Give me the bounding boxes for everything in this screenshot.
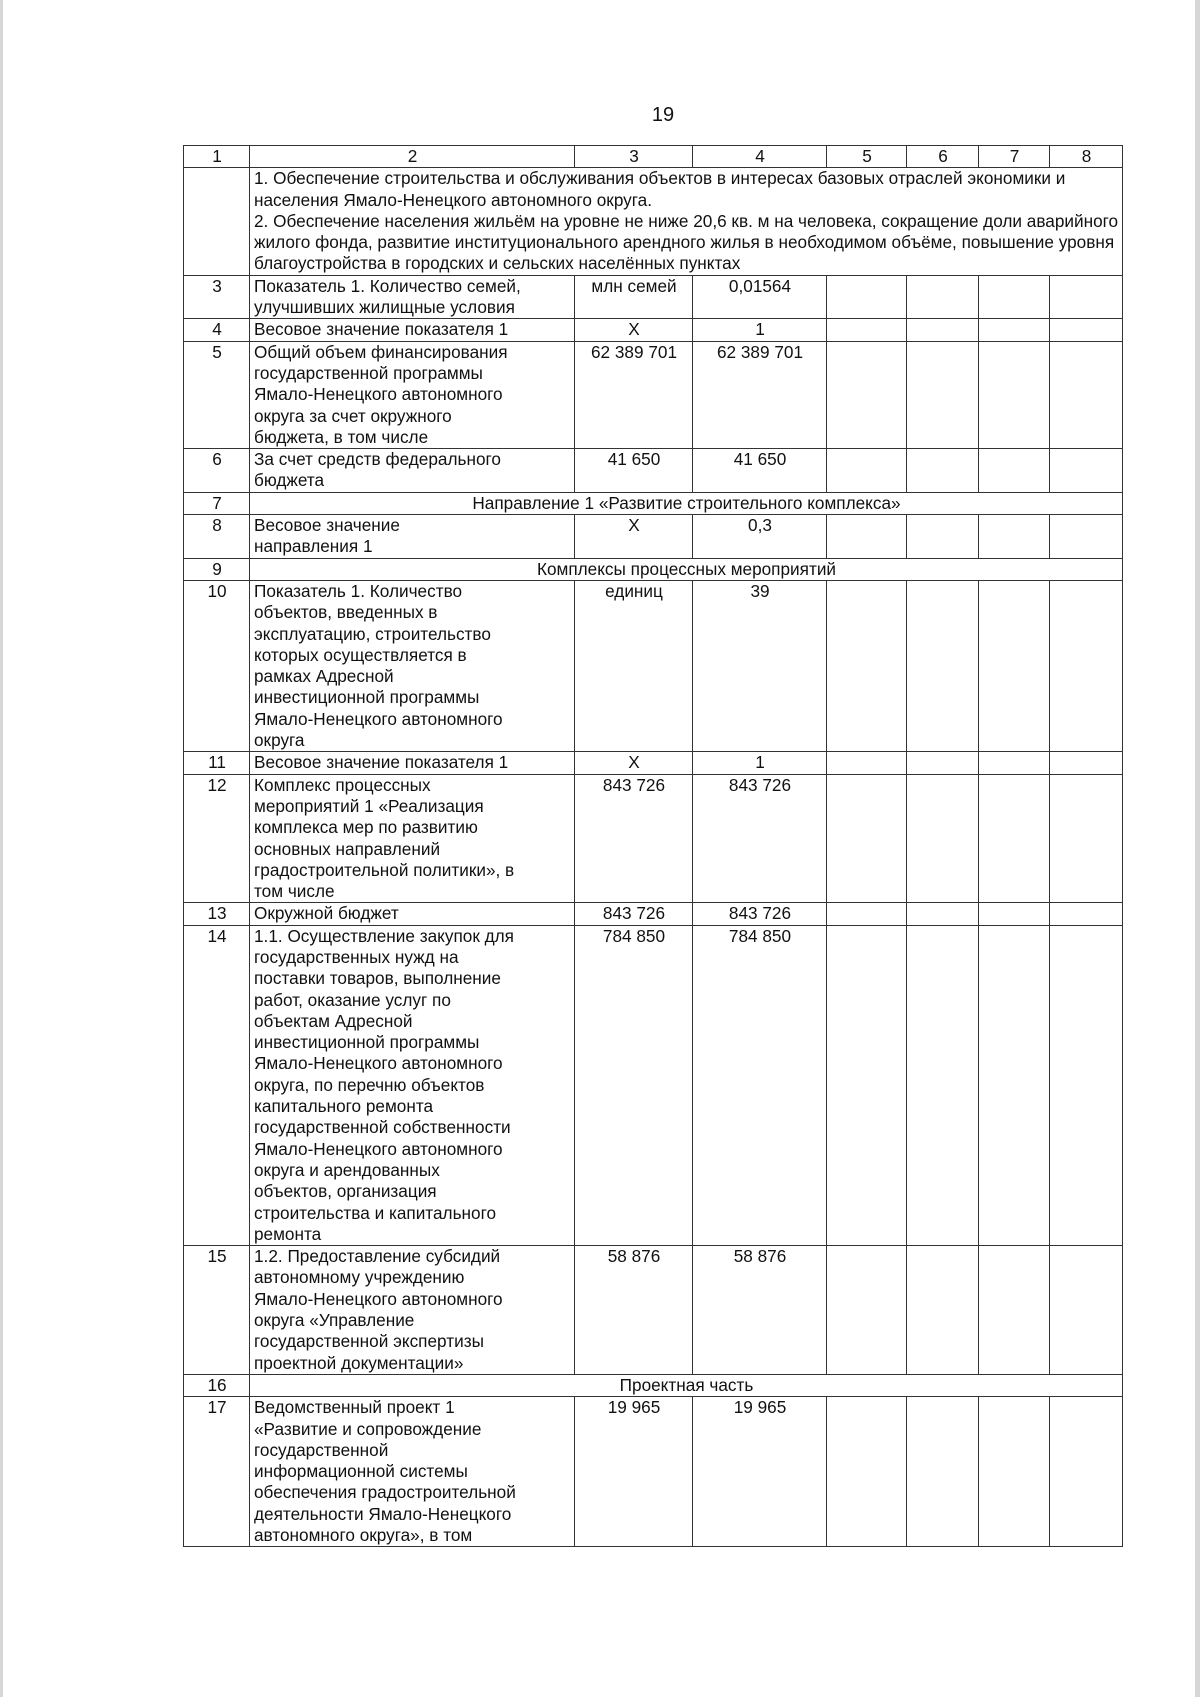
unit-or-value-cell: единиц: [575, 580, 693, 751]
indicator-name-cell: Ведомственный проект 1 «Развитие и сопровождение государственной информационной системы обеспечения градостроительной деятельности Ямало-Ненецкого автономного округа», в том: [250, 1397, 575, 1547]
indicator-name-cell: Показатель 1. Количество семей, улучшивших жилищные условия: [250, 275, 575, 319]
row-number-cell: 11: [184, 752, 250, 774]
value-cell: 0,3: [693, 515, 827, 559]
table-row: [184, 774, 1123, 903]
empty-cell-col-5: [827, 449, 907, 493]
value-cell: 41 650: [693, 449, 827, 493]
empty-cell-col-8: [1050, 1246, 1123, 1375]
goals-cell: 1. Обеспечение строительства и обслуживания объектов в интересах базовых отраслей экономики и населения Ямало-Ненецкого автономного округа. 2. Обеспечение населения жильём на уровне не ниже 20,6 кв. м на человека, сокращение доли аварийного жилого фонда, развитие институционального арендного жилья в необходимом объёме, повышение уровня благоустройства в городских и сельских населённых пунктах: [250, 168, 1123, 275]
indicator-name-cell: Показатель 1. Количество объектов, введенных в эксплуатацию, строительство которых осуществляется в рамках Адресной инвестиционной программы Ямало-Ненецкого автономного округа: [250, 580, 575, 751]
indicator-name-cell: Окружной бюджет: [250, 903, 575, 925]
section-row: [184, 492, 1123, 514]
empty-cell-col-5: [827, 275, 907, 319]
header-cell: 4: [693, 146, 827, 168]
empty-cell-col-5: [827, 903, 907, 925]
indicator-name-cell: 1.1. Осуществление закупок для государственных нужд на поставки товаров, выполнение работ, оказание услуг по объектам Адресной инвестиционной программы Ямало-Ненецкого автономного округа, по перечню объектов капитального ремонта государственной собственности Ямало-Ненецкого автономного округа и арендованных объектов, организация строительства и капитального ремонта: [250, 925, 575, 1245]
header-cell: 7: [979, 146, 1050, 168]
empty-cell-col-5: [827, 752, 907, 774]
empty-cell-col-7: [979, 515, 1050, 559]
empty-cell-col-8: [1050, 515, 1123, 559]
empty-cell-col-8: [1050, 903, 1123, 925]
header-cell: 6: [907, 146, 979, 168]
row-number-cell: 15: [184, 1246, 250, 1375]
header-cell: 8: [1050, 146, 1123, 168]
empty-cell-col-6: [907, 774, 979, 903]
unit-or-value-cell: 843 726: [575, 774, 693, 903]
header-row: [184, 146, 1123, 168]
row-number-cell: 16: [184, 1374, 250, 1396]
indicator-name-cell: Комплекс процессных мероприятий 1 «Реализация комплекса мер по развитию основных направлений градостроительной политики», в том числе: [250, 774, 575, 903]
row-number-cell: 14: [184, 925, 250, 1245]
table-row: [184, 449, 1123, 493]
goals-row: [184, 168, 1123, 275]
empty-cell-col-7: [979, 319, 1050, 341]
row-number-cell: 8: [184, 515, 250, 559]
header-cell: 5: [827, 146, 907, 168]
empty-cell-col-6: [907, 341, 979, 448]
empty-cell-col-5: [827, 1397, 907, 1547]
empty-cell-col-7: [979, 1246, 1050, 1375]
empty-cell-col-8: [1050, 580, 1123, 751]
table-row: [184, 580, 1123, 751]
section-row: [184, 1374, 1123, 1396]
empty-cell-col-5: [827, 319, 907, 341]
empty-cell-col-6: [907, 752, 979, 774]
empty-cell-col-8: [1050, 275, 1123, 319]
unit-or-value-cell: млн семей: [575, 275, 693, 319]
value-cell: 62 389 701: [693, 341, 827, 448]
empty-cell-col-5: [827, 341, 907, 448]
program-table: [183, 145, 1123, 1547]
row-number-cell: [184, 168, 250, 275]
header-cell: 1: [184, 146, 250, 168]
empty-cell-col-8: [1050, 752, 1123, 774]
unit-or-value-cell: X: [575, 752, 693, 774]
row-number-cell: 17: [184, 1397, 250, 1547]
unit-or-value-cell: 19 965: [575, 1397, 693, 1547]
empty-cell-col-7: [979, 580, 1050, 751]
value-cell: 784 850: [693, 925, 827, 1245]
section-title-cell: Комплексы процессных мероприятий: [250, 558, 1123, 580]
empty-cell-col-8: [1050, 925, 1123, 1245]
table-row: [184, 275, 1123, 319]
table-row: [184, 1246, 1123, 1375]
indicator-name-cell: 1.2. Предоставление субсидий автономному учреждению Ямало-Ненецкого автономного округа «Управление государственной экспертизы проектной документации»: [250, 1246, 575, 1375]
section-title-cell: Проектная часть: [250, 1374, 1123, 1396]
empty-cell-col-5: [827, 1246, 907, 1375]
empty-cell-col-8: [1050, 341, 1123, 448]
empty-cell-col-8: [1050, 774, 1123, 903]
indicator-name-cell: За счет средств федерального бюджета: [250, 449, 575, 493]
row-number-cell: 12: [184, 774, 250, 903]
empty-cell-col-6: [907, 275, 979, 319]
unit-or-value-cell: 62 389 701: [575, 341, 693, 448]
header-cell: 3: [575, 146, 693, 168]
empty-cell-col-6: [907, 449, 979, 493]
empty-cell-col-6: [907, 925, 979, 1245]
empty-cell-col-5: [827, 515, 907, 559]
table-row: [184, 925, 1123, 1245]
empty-cell-col-5: [827, 925, 907, 1245]
value-cell: 0,01564: [693, 275, 827, 319]
row-number-cell: 7: [184, 492, 250, 514]
empty-cell-col-6: [907, 580, 979, 751]
header-cell: 2: [250, 146, 575, 168]
document-page: [3, 0, 1195, 1697]
row-number-cell: 3: [184, 275, 250, 319]
empty-cell-col-8: [1050, 449, 1123, 493]
empty-cell-col-6: [907, 903, 979, 925]
table-row: [184, 319, 1123, 341]
value-cell: 1: [693, 752, 827, 774]
empty-cell-col-7: [979, 925, 1050, 1245]
row-number-cell: 4: [184, 319, 250, 341]
value-cell: 843 726: [693, 903, 827, 925]
empty-cell-col-7: [979, 449, 1050, 493]
row-number-cell: 10: [184, 580, 250, 751]
empty-cell-col-8: [1050, 1397, 1123, 1547]
row-number-cell: 13: [184, 903, 250, 925]
empty-cell-col-8: [1050, 319, 1123, 341]
row-number-cell: 9: [184, 558, 250, 580]
empty-cell-col-6: [907, 1246, 979, 1375]
empty-cell-col-6: [907, 319, 979, 341]
unit-or-value-cell: X: [575, 319, 693, 341]
empty-cell-col-6: [907, 1397, 979, 1547]
empty-cell-col-7: [979, 774, 1050, 903]
indicator-name-cell: Весовое значение показателя 1: [250, 319, 575, 341]
value-cell: 1: [693, 319, 827, 341]
value-cell: 39: [693, 580, 827, 751]
empty-cell-col-7: [979, 903, 1050, 925]
indicator-name-cell: Общий объем финансирования государственной программы Ямало-Ненецкого автономного округа за счет окружного бюджета, в том числе: [250, 341, 575, 448]
empty-cell-col-7: [979, 1397, 1050, 1547]
empty-cell-col-7: [979, 341, 1050, 448]
table-row: [184, 341, 1123, 448]
unit-or-value-cell: 58 876: [575, 1246, 693, 1375]
section-title-cell: Направление 1 «Развитие строительного комплекса»: [250, 492, 1123, 514]
empty-cell-col-5: [827, 774, 907, 903]
indicator-name-cell: Весовое значение направления 1: [250, 515, 575, 559]
row-number-cell: 5: [184, 341, 250, 448]
empty-cell-col-7: [979, 275, 1050, 319]
unit-or-value-cell: 843 726: [575, 903, 693, 925]
section-row: [184, 558, 1123, 580]
table-row: [184, 903, 1123, 925]
indicator-name-cell: Весовое значение показателя 1: [250, 752, 575, 774]
empty-cell-col-7: [979, 752, 1050, 774]
table-row: [184, 1397, 1123, 1547]
value-cell: 58 876: [693, 1246, 827, 1375]
unit-or-value-cell: 41 650: [575, 449, 693, 493]
unit-or-value-cell: 784 850: [575, 925, 693, 1245]
table-row: [184, 515, 1123, 559]
row-number-cell: 6: [184, 449, 250, 493]
unit-or-value-cell: X: [575, 515, 693, 559]
empty-cell-col-5: [827, 580, 907, 751]
table-row: [184, 752, 1123, 774]
page-number: 19: [651, 104, 675, 126]
value-cell: 19 965: [693, 1397, 827, 1547]
value-cell: 843 726: [693, 774, 827, 903]
empty-cell-col-6: [907, 515, 979, 559]
